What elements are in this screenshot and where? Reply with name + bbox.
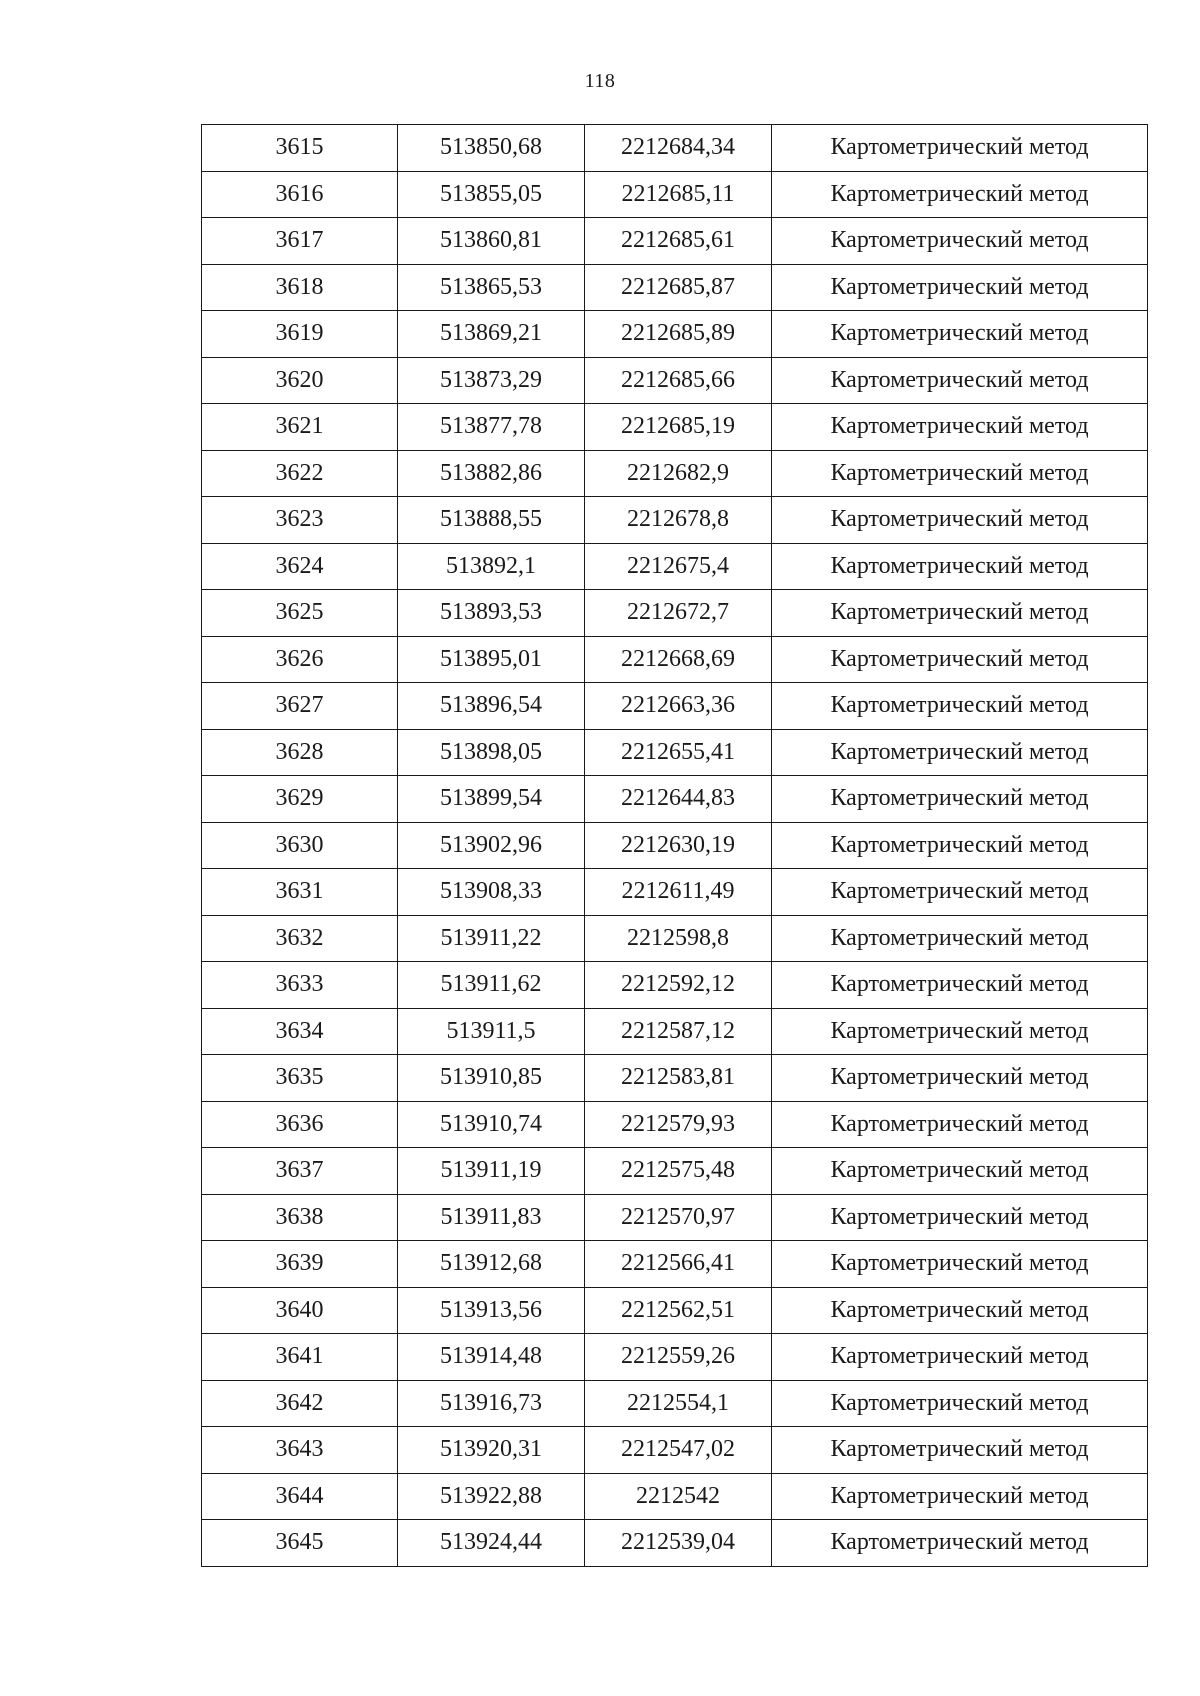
table-row [202,264,1148,311]
method-cell: Картометрический метод [772,683,1148,730]
x-coordinate-cell: 513924,44 [398,1520,585,1567]
method-cell: Картометрический метод [772,218,1148,265]
method-cell: Картометрический метод [772,915,1148,962]
table-row [202,125,1148,172]
table-row [202,776,1148,823]
method-cell: Картометрический метод [772,869,1148,916]
table-row [202,357,1148,404]
x-coordinate-cell: 513912,68 [398,1241,585,1288]
method-cell: Картометрический метод [772,822,1148,869]
method-cell: Картометрический метод [772,171,1148,218]
y-coordinate-cell: 2212554,1 [585,1380,772,1427]
point-number-cell: 3631 [202,869,398,916]
method-cell: Картометрический метод [772,264,1148,311]
table-row [202,1473,1148,1520]
y-coordinate-cell: 2212678,8 [585,497,772,544]
table-row [202,218,1148,265]
point-number-cell: 3632 [202,915,398,962]
point-number-cell: 3638 [202,1194,398,1241]
table-row [202,450,1148,497]
x-coordinate-cell: 513914,48 [398,1334,585,1381]
table-row [202,590,1148,637]
y-coordinate-cell: 2212630,19 [585,822,772,869]
x-coordinate-cell: 513896,54 [398,683,585,730]
x-coordinate-cell: 513911,62 [398,962,585,1009]
y-coordinate-cell: 2212583,81 [585,1055,772,1102]
y-coordinate-cell: 2212562,51 [585,1287,772,1334]
x-coordinate-cell: 513892,1 [398,543,585,590]
point-number-cell: 3616 [202,171,398,218]
method-cell: Картометрический метод [772,776,1148,823]
method-cell: Картометрический метод [772,497,1148,544]
x-coordinate-cell: 513877,78 [398,404,585,451]
x-coordinate-cell: 513895,01 [398,636,585,683]
x-coordinate-cell: 513913,56 [398,1287,585,1334]
point-number-cell: 3629 [202,776,398,823]
x-coordinate-cell: 513869,21 [398,311,585,358]
method-cell: Картометрический метод [772,311,1148,358]
point-number-cell: 3633 [202,962,398,1009]
x-coordinate-cell: 513911,22 [398,915,585,962]
method-cell: Картометрический метод [772,1334,1148,1381]
y-coordinate-cell: 2212668,69 [585,636,772,683]
point-number-cell: 3634 [202,1008,398,1055]
coordinates-table-body [202,125,1148,1567]
x-coordinate-cell: 513908,33 [398,869,585,916]
method-cell: Картометрический метод [772,125,1148,172]
point-number-cell: 3644 [202,1473,398,1520]
table-row [202,1101,1148,1148]
point-number-cell: 3623 [202,497,398,544]
y-coordinate-cell: 2212684,34 [585,125,772,172]
y-coordinate-cell: 2212685,11 [585,171,772,218]
point-number-cell: 3630 [202,822,398,869]
y-coordinate-cell: 2212644,83 [585,776,772,823]
point-number-cell: 3637 [202,1148,398,1195]
point-number-cell: 3642 [202,1380,398,1427]
method-cell: Картометрический метод [772,1287,1148,1334]
x-coordinate-cell: 513911,19 [398,1148,585,1195]
point-number-cell: 3635 [202,1055,398,1102]
method-cell: Картометрический метод [772,404,1148,451]
y-coordinate-cell: 2212592,12 [585,962,772,1009]
method-cell: Картометрический метод [772,1148,1148,1195]
y-coordinate-cell: 2212570,97 [585,1194,772,1241]
coordinates-table [201,124,1148,1567]
table-row [202,1380,1148,1427]
y-coordinate-cell: 2212655,41 [585,729,772,776]
y-coordinate-cell: 2212598,8 [585,915,772,962]
point-number-cell: 3639 [202,1241,398,1288]
table-row [202,404,1148,451]
x-coordinate-cell: 513888,55 [398,497,585,544]
table-row [202,1194,1148,1241]
y-coordinate-cell: 2212685,66 [585,357,772,404]
y-coordinate-cell: 2212547,02 [585,1427,772,1474]
table-row [202,1334,1148,1381]
method-cell: Картометрический метод [772,357,1148,404]
point-number-cell: 3626 [202,636,398,683]
x-coordinate-cell: 513893,53 [398,590,585,637]
x-coordinate-cell: 513865,53 [398,264,585,311]
method-cell: Картометрический метод [772,543,1148,590]
x-coordinate-cell: 513911,5 [398,1008,585,1055]
y-coordinate-cell: 2212682,9 [585,450,772,497]
x-coordinate-cell: 513855,05 [398,171,585,218]
table-row [202,729,1148,776]
y-coordinate-cell: 2212611,49 [585,869,772,916]
table-row [202,1427,1148,1474]
x-coordinate-cell: 513902,96 [398,822,585,869]
method-cell: Картометрический метод [772,1241,1148,1288]
y-coordinate-cell: 2212539,04 [585,1520,772,1567]
point-number-cell: 3619 [202,311,398,358]
method-cell: Картометрический метод [772,1473,1148,1520]
table-row [202,1008,1148,1055]
y-coordinate-cell: 2212685,89 [585,311,772,358]
point-number-cell: 3627 [202,683,398,730]
x-coordinate-cell: 513910,85 [398,1055,585,1102]
table-row [202,497,1148,544]
table-row [202,636,1148,683]
y-coordinate-cell: 2212579,93 [585,1101,772,1148]
x-coordinate-cell: 513916,73 [398,1380,585,1427]
y-coordinate-cell: 2212675,4 [585,543,772,590]
x-coordinate-cell: 513920,31 [398,1427,585,1474]
x-coordinate-cell: 513873,29 [398,357,585,404]
point-number-cell: 3636 [202,1101,398,1148]
y-coordinate-cell: 2212685,61 [585,218,772,265]
point-number-cell: 3615 [202,125,398,172]
method-cell: Картометрический метод [772,1194,1148,1241]
y-coordinate-cell: 2212566,41 [585,1241,772,1288]
x-coordinate-cell: 513898,05 [398,729,585,776]
x-coordinate-cell: 513922,88 [398,1473,585,1520]
point-number-cell: 3641 [202,1334,398,1381]
y-coordinate-cell: 2212685,87 [585,264,772,311]
y-coordinate-cell: 2212559,26 [585,1334,772,1381]
method-cell: Картометрический метод [772,636,1148,683]
point-number-cell: 3624 [202,543,398,590]
table-row [202,311,1148,358]
table-row [202,683,1148,730]
method-cell: Картометрический метод [772,590,1148,637]
x-coordinate-cell: 513850,68 [398,125,585,172]
x-coordinate-cell: 513910,74 [398,1101,585,1148]
method-cell: Картометрический метод [772,1055,1148,1102]
y-coordinate-cell: 2212542 [585,1473,772,1520]
point-number-cell: 3621 [202,404,398,451]
method-cell: Картометрический метод [772,450,1148,497]
point-number-cell: 3625 [202,590,398,637]
point-number-cell: 3617 [202,218,398,265]
table-row [202,543,1148,590]
table-row [202,915,1148,962]
method-cell: Картометрический метод [772,1427,1148,1474]
x-coordinate-cell: 513860,81 [398,218,585,265]
table-row [202,869,1148,916]
point-number-cell: 3622 [202,450,398,497]
method-cell: Картометрический метод [772,1380,1148,1427]
point-number-cell: 3618 [202,264,398,311]
y-coordinate-cell: 2212663,36 [585,683,772,730]
page-number: 118 [584,70,616,92]
y-coordinate-cell: 2212575,48 [585,1148,772,1195]
method-cell: Картометрический метод [772,1008,1148,1055]
table-row [202,1520,1148,1567]
point-number-cell: 3640 [202,1287,398,1334]
table-row [202,1241,1148,1288]
point-number-cell: 3645 [202,1520,398,1567]
method-cell: Картометрический метод [772,1101,1148,1148]
table-row [202,171,1148,218]
y-coordinate-cell: 2212587,12 [585,1008,772,1055]
y-coordinate-cell: 2212672,7 [585,590,772,637]
x-coordinate-cell: 513882,86 [398,450,585,497]
table-row [202,1055,1148,1102]
point-number-cell: 3620 [202,357,398,404]
method-cell: Картометрический метод [772,1520,1148,1567]
table-row [202,1287,1148,1334]
method-cell: Картометрический метод [772,729,1148,776]
table-row [202,962,1148,1009]
x-coordinate-cell: 513899,54 [398,776,585,823]
x-coordinate-cell: 513911,83 [398,1194,585,1241]
point-number-cell: 3643 [202,1427,398,1474]
y-coordinate-cell: 2212685,19 [585,404,772,451]
table-row [202,1148,1148,1195]
method-cell: Картометрический метод [772,962,1148,1009]
point-number-cell: 3628 [202,729,398,776]
table-row [202,822,1148,869]
